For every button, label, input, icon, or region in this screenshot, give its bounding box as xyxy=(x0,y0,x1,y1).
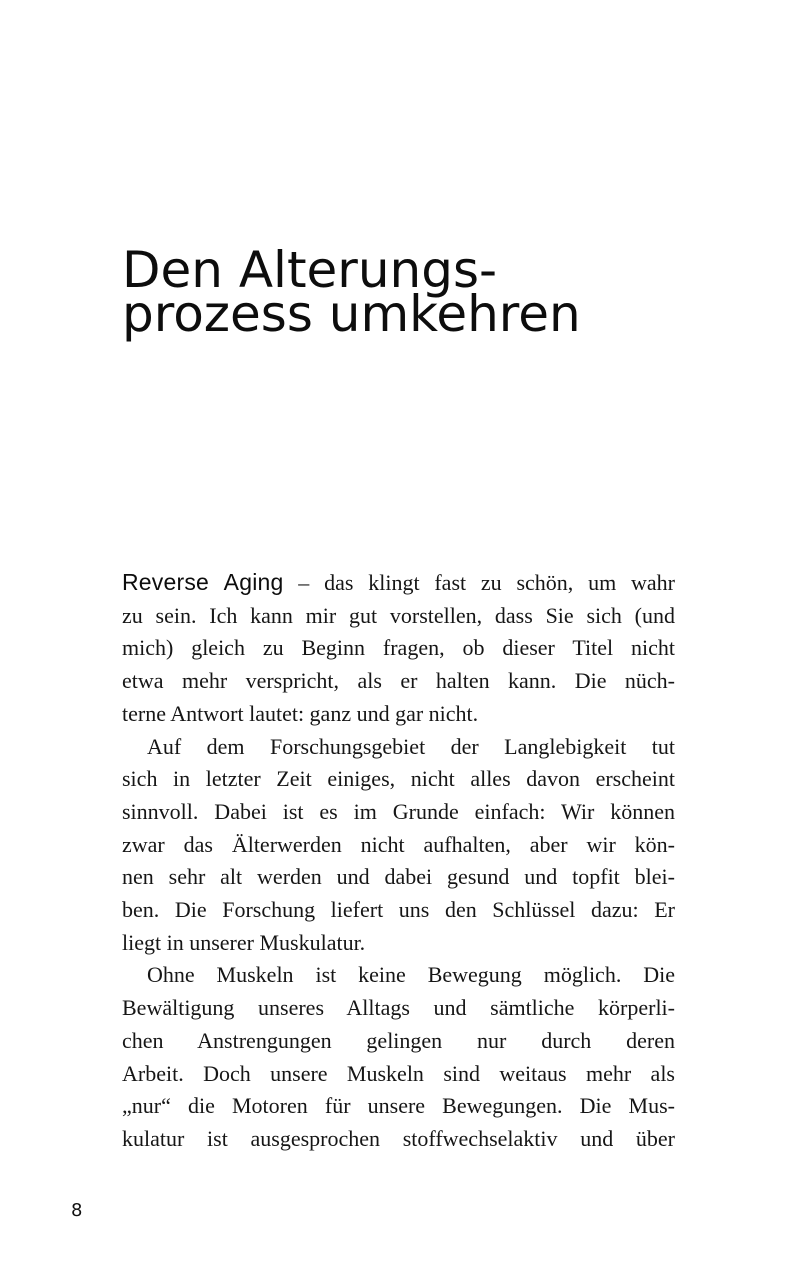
text-line: sich in letzter Zeit einiges, nicht alles davon erscheint xyxy=(122,766,675,792)
text-line: Arbeit. Doch unsere Muskeln sind weitaus mehr als xyxy=(122,1060,675,1086)
chapter-title xyxy=(122,241,581,343)
text-line: Auf dem Forschungsgebiet der Langlebigkeit tut xyxy=(147,733,675,759)
paragraph xyxy=(122,566,675,731)
text-line: Ohne Muskeln ist keine Bewegung möglich. Die xyxy=(147,962,675,988)
text-line: mich) gleich zu Beginn fragen, ob dieser Titel nicht xyxy=(122,635,675,661)
text-line: sinnvoll. Dabei ist es im Grunde einfach: Wir können xyxy=(122,798,675,824)
text-line: kulatur ist ausgesprochen stoffwechselaktiv und über xyxy=(122,1125,675,1151)
body-text xyxy=(122,566,675,1156)
text-line xyxy=(122,566,675,600)
text-line: ben. Die Forschung liefert uns den Schlüssel dazu: Er xyxy=(122,897,675,923)
paragraph xyxy=(122,731,675,960)
text-line: Bewältigung unseres Alltags und sämtliche körperli- xyxy=(122,995,675,1021)
chapter-title-line-2: prozess umkehren xyxy=(122,285,581,343)
paragraph xyxy=(122,959,675,1155)
chapter-title-line-1: Den Alterungs- xyxy=(122,241,498,299)
page-number: 8 xyxy=(71,1200,83,1221)
text-line: „nur“ die Motoren für unsere Bewegungen. Die Mus- xyxy=(122,1093,675,1119)
text-line: chen Anstrengungen gelingen nur durch deren xyxy=(122,1027,675,1053)
text-line-rest: – das klingt fast zu schön, um wahr xyxy=(283,570,675,595)
text-line: terne Antwort lautet: ganz und gar nicht. xyxy=(122,700,479,726)
text-line: zwar das Älterwerden nicht aufhalten, aber wir kön- xyxy=(122,831,675,857)
text-line: zu sein. Ich kann mir gut vorstellen, dass Sie sich (und xyxy=(122,602,675,628)
lead-in-phrase: Reverse Aging xyxy=(122,569,284,595)
text-line: etwa mehr verspricht, als er halten kann. Die nüch- xyxy=(122,668,675,694)
text-line: nen sehr alt werden und dabei gesund und topfit blei- xyxy=(122,864,675,890)
text-line: liegt in unserer Muskulatur. xyxy=(122,929,366,955)
